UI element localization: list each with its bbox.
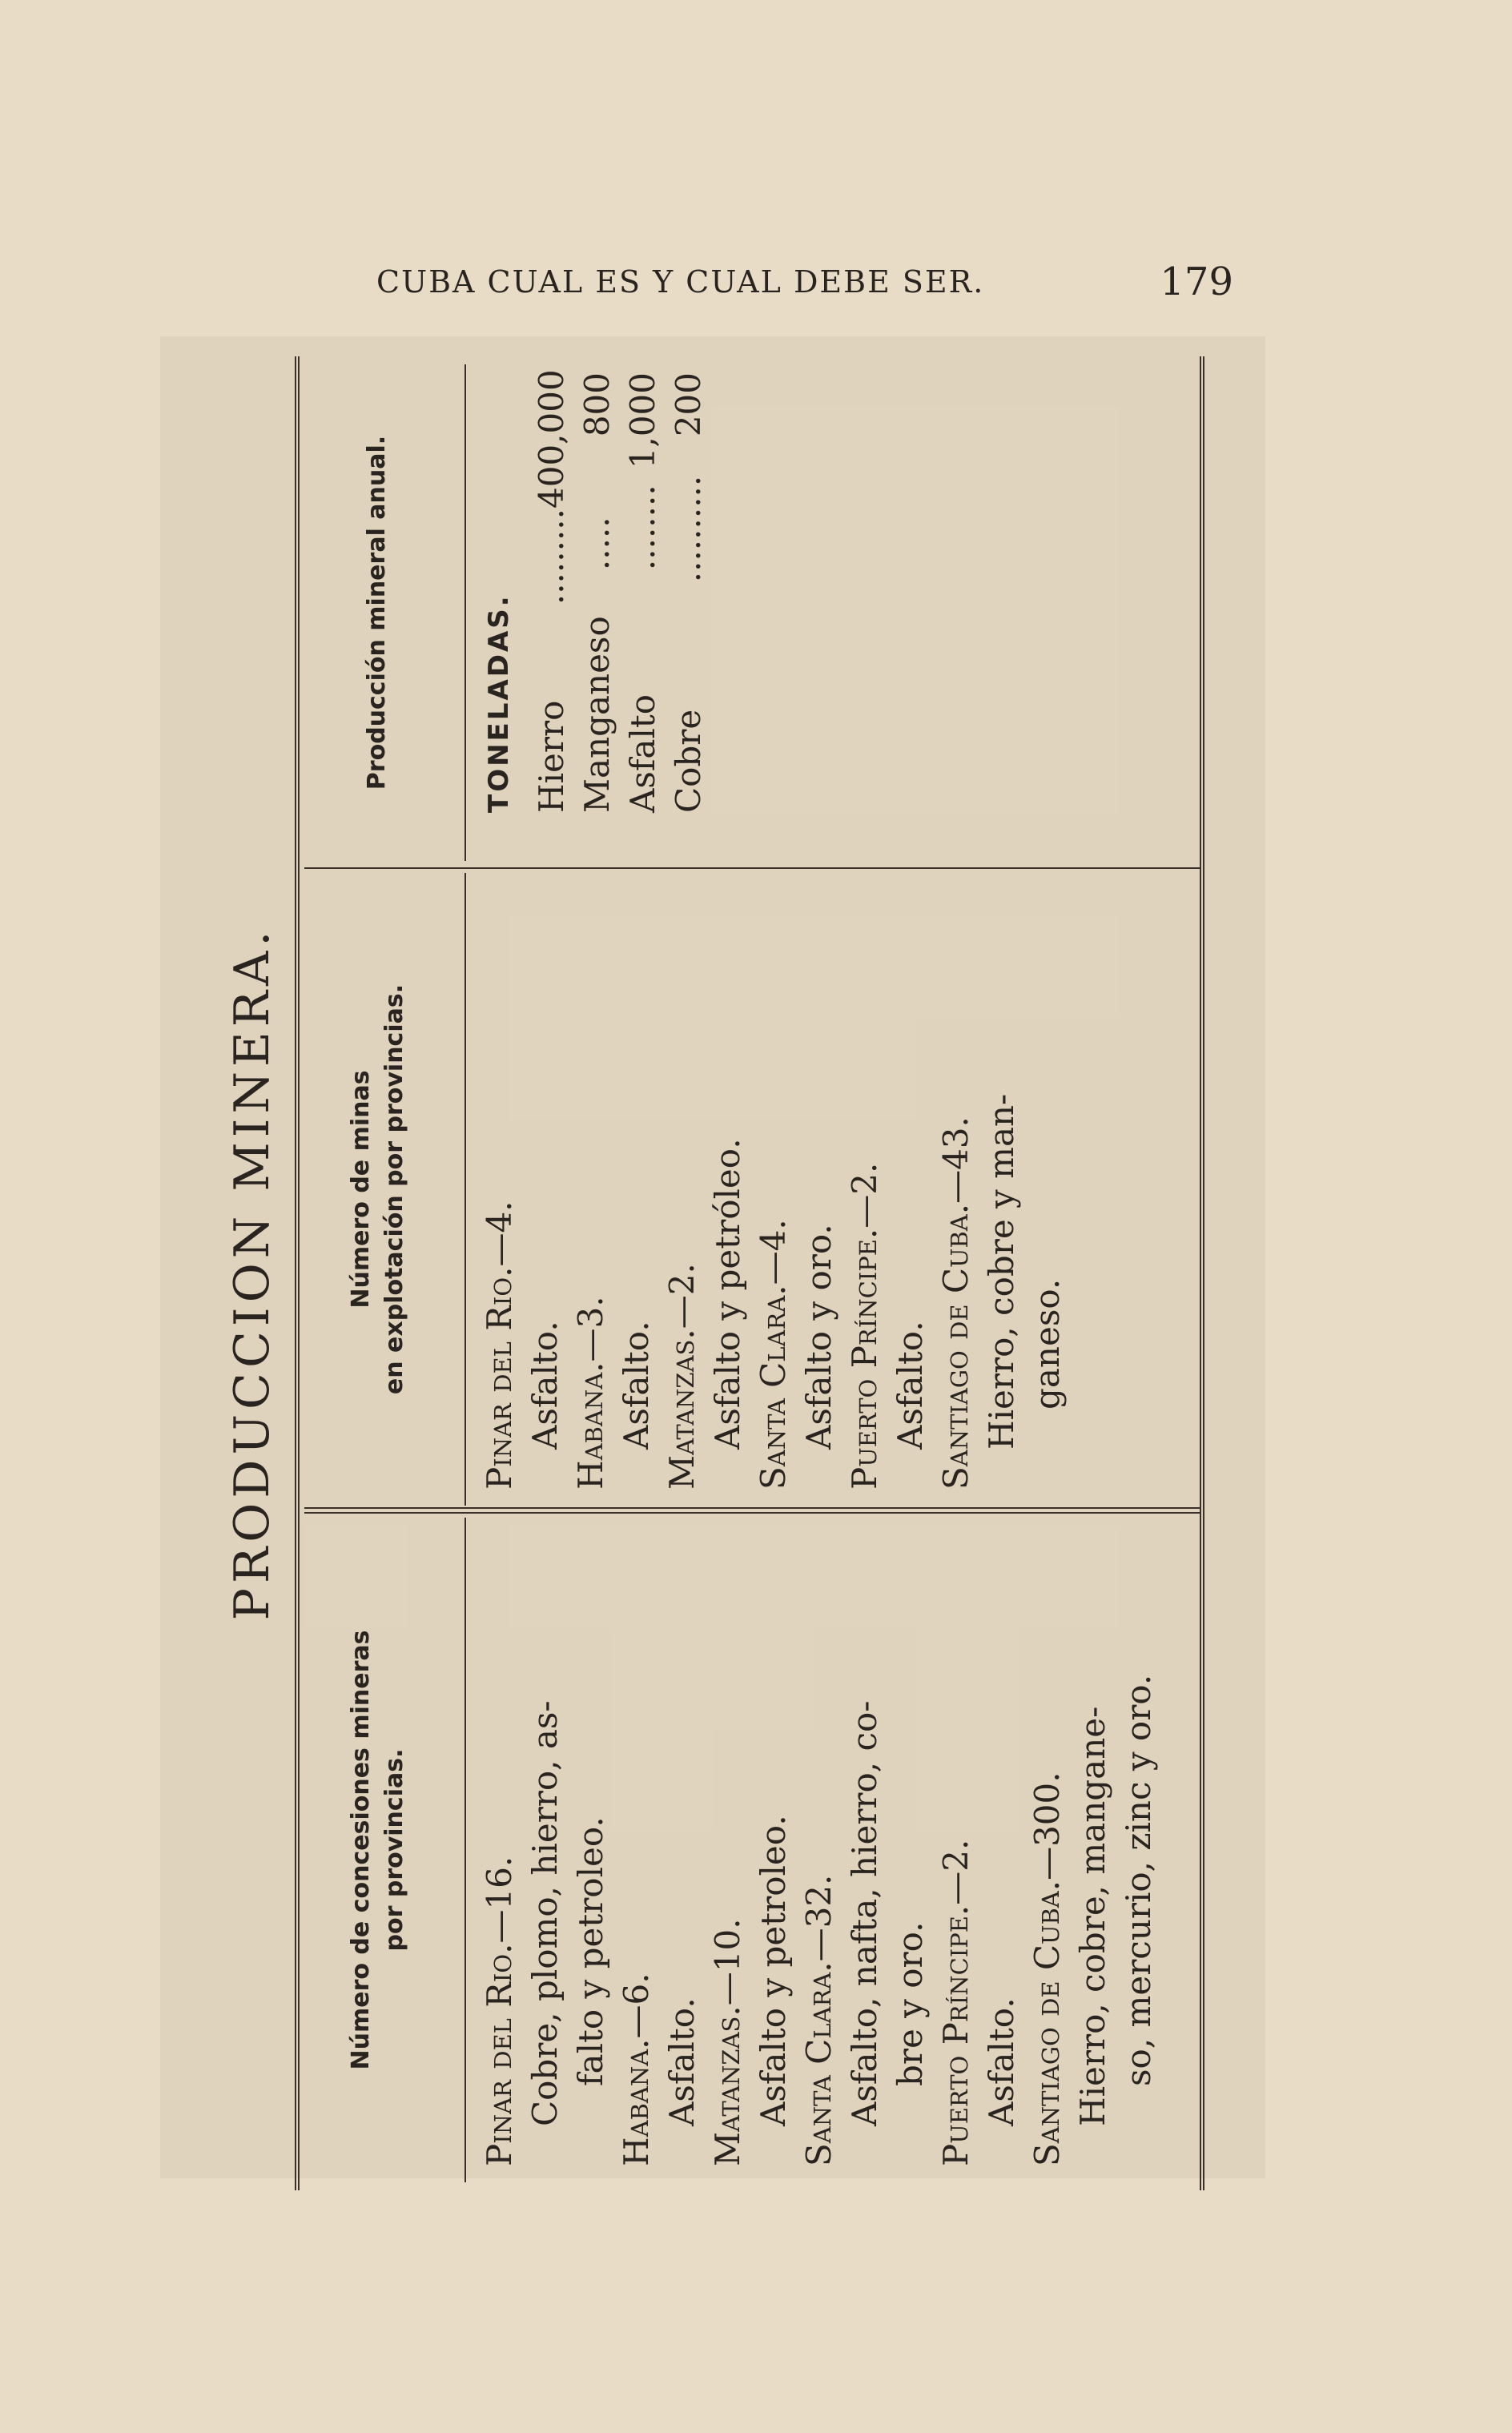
province-line: Pinar del Rio.—4. — [480, 1200, 519, 1490]
tonnage-value: 400,000 — [532, 369, 571, 509]
province-line: Pinar del Rio.—16. — [480, 1856, 519, 2166]
production-row — [574, 372, 620, 845]
tonnage-value: 800 — [577, 372, 617, 437]
column-concessions-body — [477, 1526, 1161, 2166]
province-line: Santa Clara.—32. — [799, 1874, 838, 2166]
province-line: Habana.—3. — [571, 1296, 610, 1490]
column-concessions — [304, 1518, 1201, 2182]
column-concessions-header — [304, 1518, 456, 2182]
mineral-line: Asfalto y petróleo. — [708, 1138, 747, 1450]
production-row — [620, 372, 666, 845]
mineral-line: Asfalto. — [982, 1997, 1021, 2126]
province-line: Santiago de Cuba.—300. — [1027, 1771, 1067, 2166]
mineral-name: Cobre — [669, 709, 708, 813]
tonnage-value: 200 — [669, 372, 708, 437]
unit-label: TONELADAS. — [483, 593, 515, 813]
province-line: Matanzas.—2. — [662, 1263, 702, 1490]
column-active-mines-header — [304, 873, 456, 1506]
header-rule — [464, 364, 466, 861]
mineral-name: Hierro — [532, 700, 571, 813]
mineral-line: bre y oro. — [891, 1921, 930, 2086]
mineral-name: Manganeso — [577, 616, 617, 813]
rotated-table — [216, 356, 1245, 2190]
column-divider — [304, 1507, 1201, 1514]
column-divider — [304, 867, 1201, 869]
leader-dots: ........ — [623, 485, 662, 571]
running-head — [376, 259, 1265, 312]
top-double-rule — [295, 356, 300, 2190]
running-head-title: CUBA CUAL ES Y CUAL DEBE SER. — [376, 264, 985, 300]
province-line: Santiago de Cuba.—43. — [936, 1116, 975, 1490]
column-annual-production-header — [304, 364, 456, 861]
mineral-name: Asfalto — [623, 694, 662, 813]
production-row — [666, 372, 711, 845]
column-annual-production-body — [477, 369, 711, 845]
leader-dots: .......... — [669, 475, 708, 583]
mineral-line: Asfalto y petroleo. — [754, 1815, 793, 2126]
header-line: Producción mineral anual. — [363, 435, 391, 790]
mineral-line: Asfalto. — [891, 1321, 930, 1450]
mineral-line: Hierro, cobre, mangane- — [1073, 1706, 1112, 2126]
province-line: Matanzas.—10. — [708, 1918, 747, 2166]
tonnage-value: 1,000 — [623, 372, 662, 469]
province-line: Habana.—6. — [617, 1973, 656, 2166]
province-line: Santa Clara.—4. — [754, 1219, 793, 1490]
province-line: Puerto Príncipe.—2. — [936, 1839, 975, 2166]
page-number: 179 — [1160, 259, 1233, 304]
mineral-line: so, mercurio, zinc y oro. — [1119, 1674, 1158, 2086]
header-rule — [464, 1518, 466, 2182]
header-rule — [464, 873, 466, 1506]
mineral-line: ganeso. — [1027, 1278, 1067, 1410]
header-line: en explotación por provincias. — [380, 983, 408, 1395]
column-annual-production — [304, 364, 1201, 861]
table-title: PRODUCCION MINERA. — [224, 926, 280, 1621]
province-line: Puerto Príncipe.—2. — [845, 1162, 884, 1490]
header-line: Número de concesiones mineras — [347, 1630, 375, 2070]
mineral-line: falto y petroleo. — [571, 1816, 610, 2086]
production-row — [529, 369, 574, 845]
leader-dots: ..... — [577, 517, 617, 571]
column-active-mines — [304, 873, 1201, 1506]
header-line: Número de minas — [347, 1070, 375, 1309]
mineral-line: Asfalto. — [525, 1321, 565, 1450]
header-line: por provincias. — [380, 1748, 408, 1952]
mineral-line: Hierro, cobre y man- — [982, 1093, 1021, 1450]
leader-dots: ......... — [532, 509, 571, 605]
mineral-line: Asfalto, nafta, hierro, co- — [845, 1700, 884, 2126]
mineral-line: Asfalto. — [617, 1321, 656, 1450]
mineral-line: Asfalto. — [662, 1997, 702, 2126]
column-active-mines-body — [477, 881, 1070, 1490]
mineral-line: Cobre, plomo, hierro, as- — [525, 1700, 565, 2126]
mineral-line: Asfalto y oro. — [799, 1224, 838, 1450]
